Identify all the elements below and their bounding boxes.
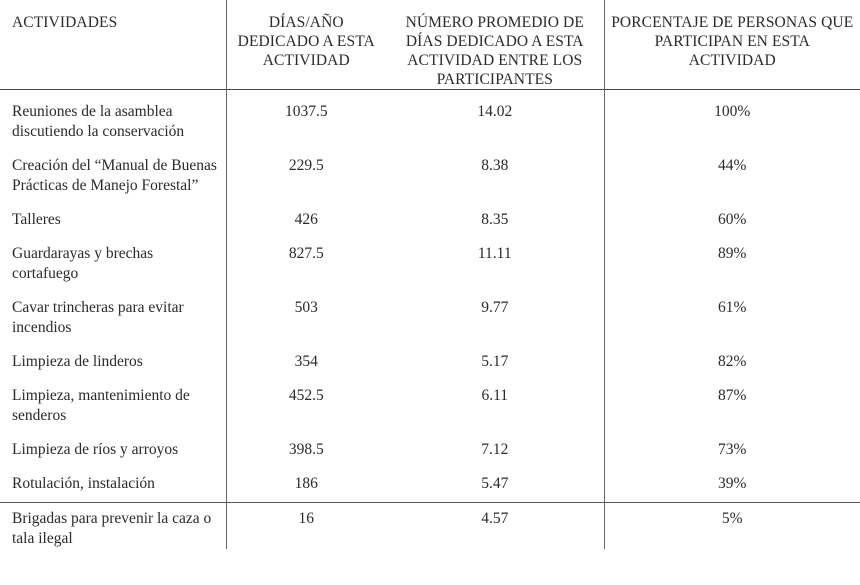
average-cell: 14.02 (477, 103, 513, 120)
header-days-per-year: DÍAS/AÑO DEDICADO A ESTA ACTIVIDAD (226, 0, 386, 90)
days-cell: 426 (226, 204, 386, 238)
percentage-cell: 61% (604, 292, 860, 346)
days-cell: 229.5 (226, 150, 386, 204)
days-cell: 398.5 (226, 434, 386, 468)
percentage-cell: 73% (604, 434, 860, 468)
percentage-cell: 100% (604, 90, 860, 151)
average-cell: 5.47 (481, 475, 509, 492)
days-cell: 354 (226, 346, 386, 380)
percentage-cell: 82% (604, 346, 860, 380)
header-activities: ACTIVIDADES (12, 14, 118, 31)
activity-cell: Guardarayas y brechas cortafuego (12, 245, 154, 282)
table-row (0, 204, 860, 238)
header-row (0, 0, 860, 90)
activity-cell: Limpieza de linderos (12, 353, 143, 370)
table-row (0, 468, 860, 503)
activity-cell: Limpieza de ríos y arroyos (12, 441, 179, 458)
days-cell: 1037.5 (226, 90, 386, 151)
average-cell: 6.11 (481, 387, 509, 404)
average-cell: 8.38 (481, 157, 509, 174)
activity-cell: Cavar trincheras para evitar incendios (12, 299, 184, 336)
days-cell: 16 (226, 503, 386, 550)
table-row (0, 150, 860, 204)
table-row (0, 503, 860, 550)
days-cell: 452.5 (226, 380, 386, 434)
table-row (0, 292, 860, 346)
days-cell: 186 (226, 468, 386, 503)
table-row (0, 90, 860, 151)
percentage-cell: 89% (604, 238, 860, 292)
activity-cell: Brigadas para prevenir la caza o tala ilegal (0, 503, 226, 550)
average-cell: 11.11 (477, 245, 512, 262)
average-cell: 7.12 (481, 441, 509, 458)
percentage-cell: 60% (604, 204, 860, 238)
table-body (0, 90, 860, 550)
activity-cell: Reuniones de la asamblea discutiendo la conservación (12, 103, 185, 140)
average-cell: 4.57 (386, 503, 604, 550)
table-row (0, 380, 860, 434)
percentage-cell: 39% (604, 468, 860, 503)
activity-cell: Rotulación, instalación (12, 475, 155, 492)
activity-cell: Creación del “Manual de Buenas Prácticas de Manejo Forestal” (12, 157, 217, 194)
header-average-days: NÚMERO PROMEDIO DE DÍAS DEDICADO A ESTA ACTIVIDAD ENTRE LOS PARTICIPANTES (405, 14, 584, 88)
activity-cell: Talleres (12, 211, 61, 228)
percentage-cell: 87% (604, 380, 860, 434)
table-header (0, 0, 860, 90)
header-participation-percentage: PORCENTAJE DE PERSONAS QUE PARTICIPAN EN ESTA ACTIVIDAD (604, 0, 860, 90)
table-row (0, 434, 860, 468)
days-cell: 503 (226, 292, 386, 346)
days-cell: 827.5 (226, 238, 386, 292)
average-cell: 8.35 (481, 211, 509, 228)
percentage-cell: 5% (604, 503, 860, 550)
activity-cell: Limpieza, mantenimiento de senderos (12, 387, 190, 424)
average-cell: 9.77 (481, 299, 509, 316)
average-cell: 5.17 (481, 353, 509, 370)
table-row (0, 346, 860, 380)
percentage-cell: 44% (604, 150, 860, 204)
table-row (0, 238, 860, 292)
